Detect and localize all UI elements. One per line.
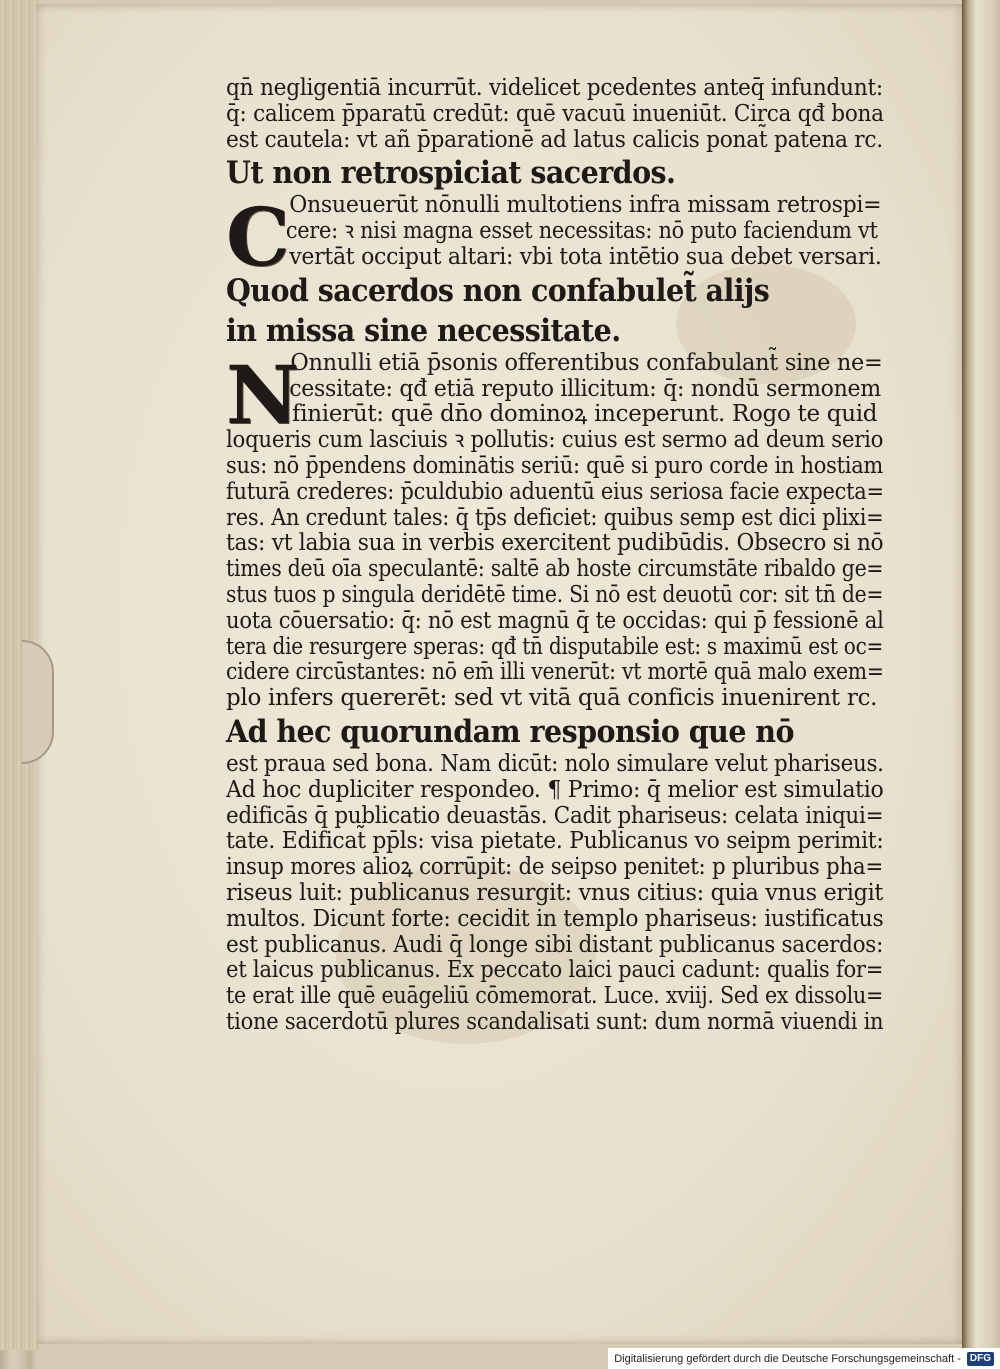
text-line: qn̄ negligentiā incurrūt. videlicet pcedentes anteq̄ infundunt:	[226, 75, 883, 101]
text-line: Ad hoc dupliciter respondeo. ¶ Primo: q̄ melior est simulatio	[226, 776, 884, 803]
section-retrospiciat	[226, 153, 890, 285]
text-line: Onnulli etiā p̄sonis offerentibus confabulant̃ sine ne=	[290, 349, 883, 376]
opening-paragraph	[226, 76, 890, 153]
text-line: insup mores alioꝝ corrūpit: de seipso penitet: p pluribus pha=	[226, 854, 883, 881]
text-line: cere: ꝛ nisi magna esset necessitas: nō puto faciendum vt	[285, 218, 878, 245]
text-line: cidere circūstantes: nō em̄ illi venerūt: vt mortē quā malo exem=	[226, 659, 884, 686]
text-line: vertāt occiput altari: vbi tota intētio sua debet versari.	[289, 243, 882, 270]
text-line: cessitate: qđ etiā reputo illicitum: q̄: nondū sermonem	[289, 375, 881, 402]
text-line: et laicus publicanus. Ex peccato laici pauci cadunt: qualis for=	[226, 957, 884, 984]
printed-text-block	[226, 76, 890, 1036]
text-line: loqueris cum lasciuis ꝛ pollutis: cuius est sermo ad deum serio	[226, 427, 884, 454]
text-line: edificās q̄ publicatio deuastās. Cadit phariseus: celata iniqui=	[226, 802, 884, 829]
text-line: multos. Dicunt forte: cecidit in templo phariseus: iustificatus	[226, 905, 884, 932]
text-line: finierūt: quē dn̄o dominoꝝ inceperunt. Rogo te quid	[292, 401, 878, 428]
text-line: est praua sed bona. Nam dicūt: nolo simulare velut phariseus.	[226, 750, 884, 777]
text-line: tione sacerdotū plures scandalisati sunt: dum normā viuendi in	[226, 1008, 884, 1035]
section-responsio	[226, 712, 890, 1036]
text-line: riseus luit: publicanus resurgit: vnus citius: quia vnus erigit	[226, 879, 884, 906]
section-heading: Ut non retrospiciat sacerdos.	[226, 155, 676, 192]
section-confabuletur	[226, 271, 890, 712]
text-line: Onsueuerūt nōnulli multotiens infra missam retrospi=	[289, 192, 882, 219]
footer-credit-text: Digitalisierung gefördert durch die Deutsche Forschungsgemeinschaft -	[614, 1352, 961, 1365]
text-line: est cautela: vt añ p̄parationē ad latus calicis ponat̃ patena rc.	[226, 126, 883, 153]
text-line: plo infers quererēt: sed vt vitā quā conficis inuenirent rc.	[226, 685, 878, 712]
facing-page-edge	[962, 0, 1000, 1350]
text-line: tate. Edificat̃ pp̄ls: visa pietate. Publicanus vo seipm perimit:	[226, 828, 884, 855]
section-heading: in missa sine necessitate.	[226, 312, 621, 349]
page-clip	[22, 640, 54, 764]
text-line: stus tuos p singula deridētē time. Si nō est deuotū cor: sit tn̄ de=	[226, 581, 884, 608]
dfg-logo-icon: DFG	[967, 1352, 994, 1366]
text-line: futurā crederes: p̄culdubio aduentū eius seriosa facie expecta=	[226, 478, 884, 505]
text-line: uota cōuersatio: q̄: nō est magnū q̄ te occidas: qui p̄ fessionē al	[226, 607, 884, 634]
section-heading: Quod sacerdos non confabulet̃ alijs	[226, 272, 770, 309]
section-heading: Ad hec quorundam responsio que nō	[226, 713, 794, 750]
drop-initial: C	[226, 190, 290, 285]
text-line: est publicanus. Audi q̄ longe sibi distant publicanus sacerdos:	[226, 931, 884, 958]
text-line: q̄: calicem p̄paratū credūt: quē vacuū inueniūt. Circa qđ bona	[226, 100, 884, 127]
drop-initial: N	[226, 347, 300, 442]
text-line: te erat ille quē euāgeliū cōmemorat. Luce. xviij. Sed ex dissolu=	[226, 983, 883, 1010]
text-line: res. An credunt tales: q̄ tp̄s deficiet: quibus semp est dici plixi=	[226, 504, 884, 531]
text-line: sus: nō p̄pendens dominātis seriū: quē si puro corde in hostiam	[226, 452, 884, 479]
digitization-footer	[608, 1348, 1000, 1369]
text-line: tas: vt labia sua in verbis exercitent pudibūdis. Obsecro si nō	[226, 530, 884, 557]
text-line: times deū oīa speculantē: saltē ab hoste circumstāte ribaldo ge=	[226, 556, 884, 583]
text-line: tera die resurgere speras: qđ tn̄ disputabile est: s maximū est oc=	[226, 633, 884, 660]
